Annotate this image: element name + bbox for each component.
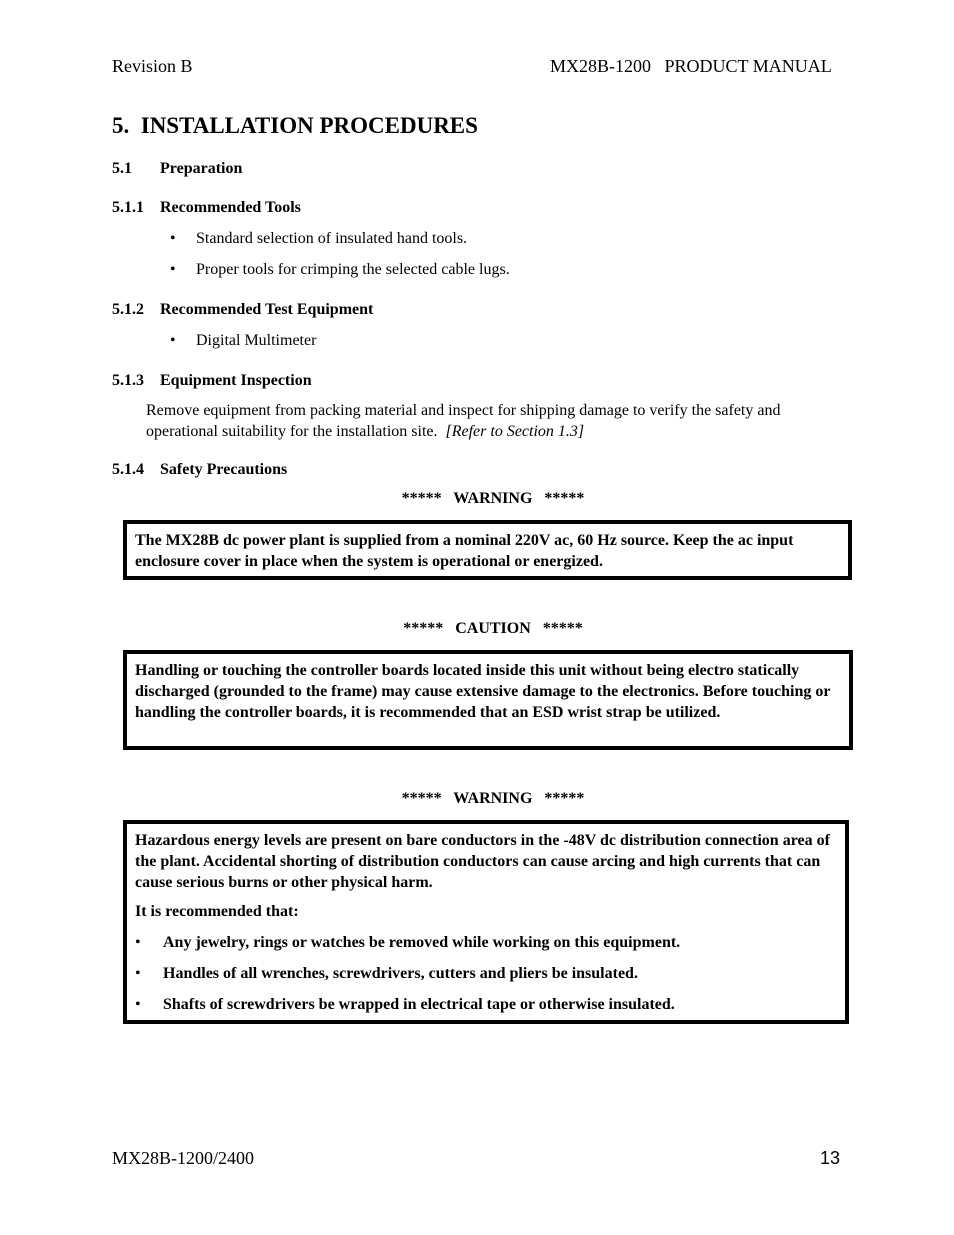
heading-text: Preparation — [160, 160, 243, 177]
footer-model: MX28B-1200/2400 — [112, 1148, 255, 1168]
heading-text: Recommended Tools — [160, 199, 301, 216]
heading-number: 5.1 — [112, 160, 132, 177]
caution-box — [123, 650, 853, 750]
heading-number: 5.1.3 — [112, 372, 144, 389]
heading-number: 5.1.1 — [112, 199, 144, 216]
recommendation-intro: It is recommended that: — [135, 903, 299, 921]
hazard-text: Hazardous energy levels are present on bare conductors in the -48V dc distribution connection area of the plant. Accidental shorting of distribution conductors can cause arcing and high currents that can cause serious burns or other physical harm. — [135, 832, 830, 891]
section-title: 5. INSTALLATION PROCEDURES — [112, 113, 478, 138]
heading-number: 5.1.2 — [112, 301, 144, 318]
bullet-icon: • — [135, 995, 141, 1013]
list-item: • Any jewelry, rings or watches be removed while working on this equipment. — [135, 933, 837, 954]
heading-5-1-4 — [112, 461, 287, 479]
inspection-paragraph: Remove equipment from packing material and inspect for shipping damage to verify the safety and operational suitability for the installation site. [Refer to Section 1.3] — [146, 402, 781, 440]
list-item: • Standard selection of insulated hand tools. — [170, 230, 468, 247]
bullet-icon: • — [170, 261, 176, 278]
heading-text: Safety Precautions — [160, 461, 288, 478]
bullet-icon: • — [170, 230, 176, 247]
warning-text: The MX28B dc power plant is supplied from a nominal 220V ac, 60 Hz source. Keep the ac input enclosure cover in place when the system is operational or energized. — [135, 532, 794, 570]
list-item: • Proper tools for crimping the selected cable lugs. — [170, 261, 510, 278]
list-item: • Digital Multimeter — [170, 332, 317, 349]
heading-5-1 — [112, 160, 242, 178]
header-revision: Revision B — [112, 56, 193, 76]
list-item: • Shafts of screwdrivers be wrapped in electrical tape or otherwise insulated. — [135, 995, 837, 1016]
caution-banner: ***** CAUTION ***** — [403, 620, 583, 637]
bullet-icon: • — [135, 934, 141, 952]
hazard-warning-box — [123, 820, 849, 1024]
warning-banner: ***** WARNING ***** — [401, 790, 585, 807]
bullet-icon: • — [170, 332, 176, 349]
caution-text: Handling or touching the controller boards located inside this unit without being electro statically discharged (grounded to the frame) may cause extensive damage to the electronics. Before touching or handling the controller boards, it is recommended that an ESD wrist strap be utilized. — [135, 662, 831, 721]
warning-box — [123, 520, 852, 580]
heading-5-1-1 — [112, 199, 301, 217]
section-reference: [Refer to Section 1.3] — [445, 423, 585, 440]
header-manual-title: MX28B-1200 PRODUCT MANUAL — [550, 56, 832, 76]
heading-text: Equipment Inspection — [160, 372, 312, 389]
heading-5-1-2 — [112, 301, 373, 319]
heading-text: Recommended Test Equipment — [160, 301, 374, 318]
warning-banner: ***** WARNING ***** — [401, 490, 585, 507]
bullet-icon: • — [135, 964, 141, 982]
heading-number: 5.1.4 — [112, 461, 144, 478]
list-item: • Handles of all wrenches, screwdrivers, cutters and pliers be insulated. — [135, 964, 837, 985]
heading-5-1-3 — [112, 372, 312, 390]
page-number: 13 — [820, 1148, 841, 1168]
